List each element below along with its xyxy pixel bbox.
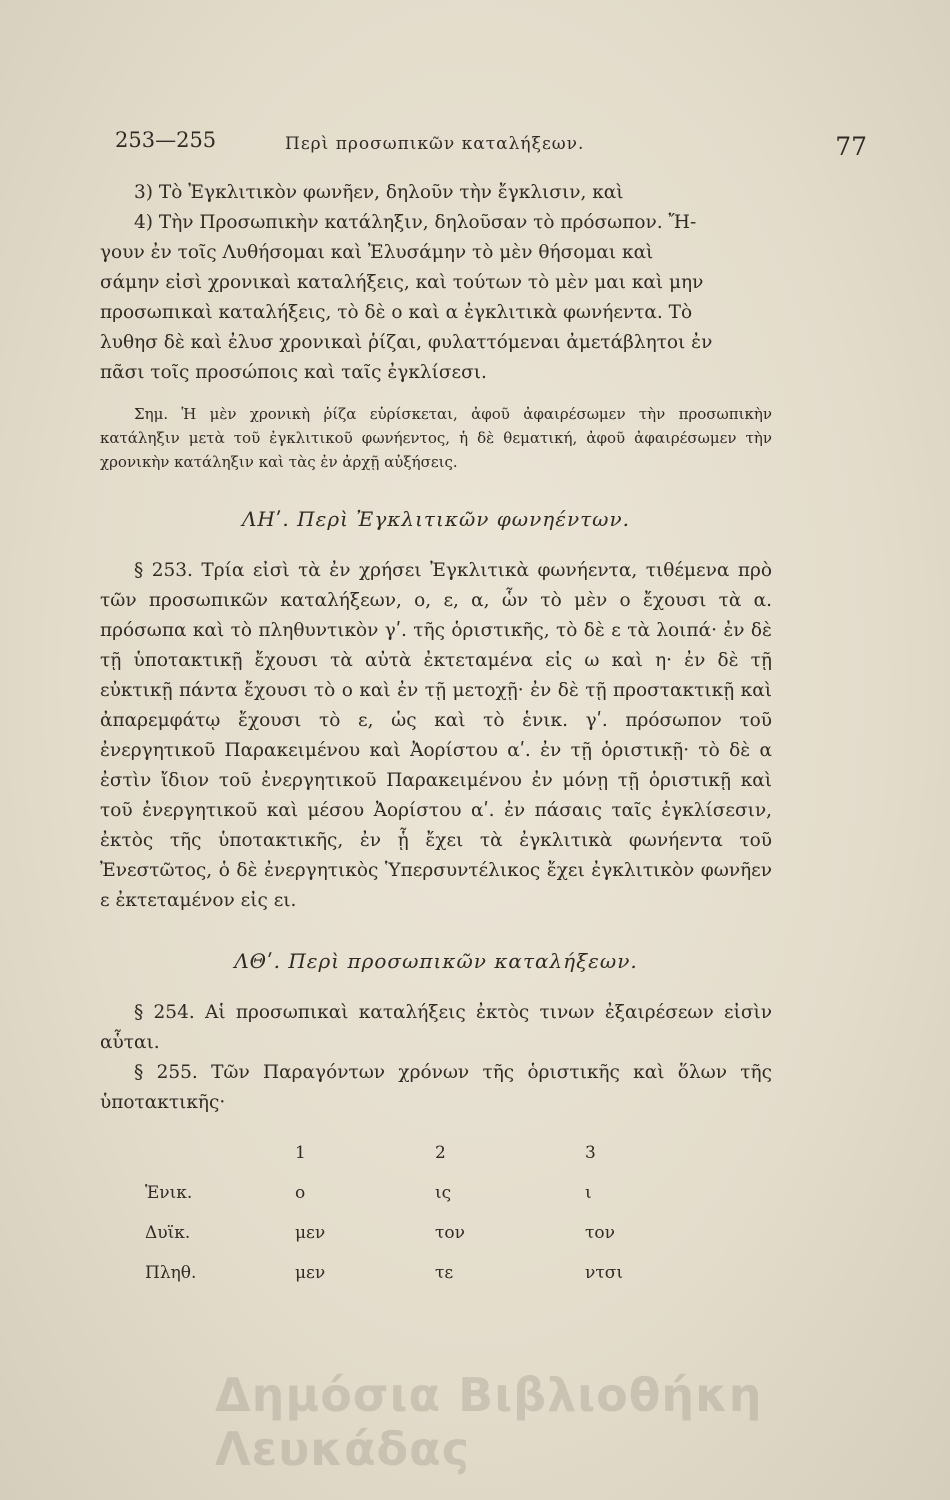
paragraph-253: § 253. Τρία εἰσὶ τὰ ἐν χρήσει Ἐγκλιτικὰ φωνήεντα, τιθέμενα πρὸ τῶν προσωπικῶν καταλήξεων, ο, ε, α, ὧν τὸ μὲν ο ἔχουσι τὰ α. πρόσωπα καὶ τὸ πληθυντικὸν γʹ. τῆς ὁριστικῆς, τὸ δὲ ε τὰ λοιπά· ἐν δὲ τῇ ὑποτακτικῇ ἔχουσι τὰ αὐτὰ ἐκτεταμένα εἰς ω καὶ η· ἐν δὲ τῇ εὐκτικῇ πάντα ἔχουσι τὸ ο καὶ ἐν τῇ μετοχῇ· ἐν δὲ τῇ προστακτικῇ καὶ ἀπαρεμφάτῳ ἔχουσι τὸ ε, ὡς καὶ τὸ ἑνικ. γʹ. πρόσωπον τοῦ ἐνεργητικοῦ Παρακειμένου καὶ Ἀορίστου αʹ. ἐν τῇ ὁριστικῇ· τὸ δὲ α ἐστὶν ἴδιον τοῦ ἐνεργητικοῦ Παρακειμένου ἐν μόνῃ τῇ ὁριστικῇ καὶ τοῦ ἐνεργητικοῦ καὶ μέσου Ἀορίστου αʹ. ἐν πάσαις ταῖς ἐγκλίσεσιν, ἐκτὸς τῆς ὑποτακτικῆς, ἐν ᾗ ἔχει τὰ ἐγκλιτικὰ φωνήεντα τοῦ Ἐνεστῶτος, ὁ δὲ ἐνεργητικὸς Ὑπερσυντέλικος ἔχει ἐγκλιτικὸν φωνῆεν ε ἐκτεταμένον εἰς ει.	[100, 560, 772, 911]
section-heading-38: ΛΗʹ. Περὶ Ἐγκλιτικῶν φωνηέντων.	[241, 507, 631, 531]
table-cell: μεν	[295, 1263, 326, 1283]
page-number: 77	[835, 132, 867, 161]
endings-table	[100, 1138, 772, 1298]
section-range: 253—255	[115, 128, 217, 152]
text-line: πᾶσι τοῖς προσώποις καὶ ταῖς ἐγκλίσεσι.	[100, 362, 487, 383]
text-line: προσωπικαὶ καταλήξεις, τὸ δὲ ο καὶ α ἐγκλιτικὰ φωνήεντα. Τὸ	[100, 302, 693, 323]
table-cell: ο	[295, 1183, 306, 1203]
library-watermark: Δημόσια Βιβλιοθήκη Λευκάδας	[215, 1368, 763, 1476]
text-line: γουν ἐν τοῖς Λυθήσομαι καὶ Ἐλυσάμην τὸ μὲν θήσομαι καὶ	[100, 242, 654, 263]
table-row	[100, 1178, 772, 1208]
table-cell: ις	[435, 1183, 452, 1203]
table-cell: Ἑνικ.	[145, 1183, 193, 1203]
table-cell: τε	[435, 1263, 454, 1283]
text-line: 4) Τὴν Προσωπικὴν κατάληξιν, δηλοῦσαν τὸ πρόσωπον. Ἤ-	[134, 212, 697, 233]
running-header	[115, 128, 867, 168]
table-header-cell: 3	[585, 1143, 596, 1163]
table-cell: ντσι	[585, 1263, 624, 1283]
table-header-row	[100, 1138, 772, 1168]
table-cell: Πληθ.	[145, 1263, 197, 1283]
table-header-cell: 2	[435, 1143, 446, 1163]
table-row	[100, 1218, 772, 1248]
table-header-cell: 1	[295, 1143, 306, 1163]
paragraph-254: § 254. Αἱ προσωπικαὶ καταλήξεις ἐκτὸς τινων ἐξαιρέσεων εἰσὶν αὗται.	[100, 1002, 772, 1053]
table-cell: Δυϊκ.	[145, 1223, 191, 1243]
text-line: 3) Τὸ Ἐγκλιτικὸν φωνῆεν, δηλοῦν τὴν ἔγκλισιν, καὶ	[134, 182, 624, 203]
section-heading-39: ΛΘʹ. Περὶ προσωπικῶν καταλήξεων.	[234, 949, 638, 973]
page-body	[100, 178, 772, 1298]
paragraph-255: § 255. Τῶν Παραγόντων χρόνων τῆς ὁριστικῆς καὶ ὅλων τῆς ὑποτακτικῆς·	[100, 1062, 772, 1113]
text-line: λυθησ δὲ καὶ ἐλυσ χρονικαὶ ῥίζαι, φυλαττόμεναι ἀμετάβλητοι ἐν	[100, 332, 713, 353]
table-cell: τον	[435, 1223, 465, 1243]
footnote-remark: Σημ. Ἡ μὲν χρονικὴ ῥίζα εὑρίσκεται, ἀφοῦ ἀφαιρέσωμεν τὴν προσωπικὴν κατάληξιν μετὰ τοῦ ἐγκλιτικοῦ φωνήεντος, ἡ δὲ θεματική, ἀφοῦ ἀφαιρέσωμεν τὴν χρονικὴν κατάληξιν καὶ τὰς ἐν ἀρχῇ αὐξήσεις.	[100, 405, 772, 471]
table-row	[100, 1258, 772, 1288]
table-cell: ι	[585, 1183, 592, 1203]
text-line: σάμην εἰσὶ χρονικαὶ καταλήξεις, καὶ τούτων τὸ μὲν μαι καὶ μην	[100, 272, 704, 293]
table-cell: μεν	[295, 1223, 326, 1243]
table-cell: τον	[585, 1223, 615, 1243]
running-title: Περὶ προσωπικῶν καταλήξεων.	[285, 134, 585, 154]
